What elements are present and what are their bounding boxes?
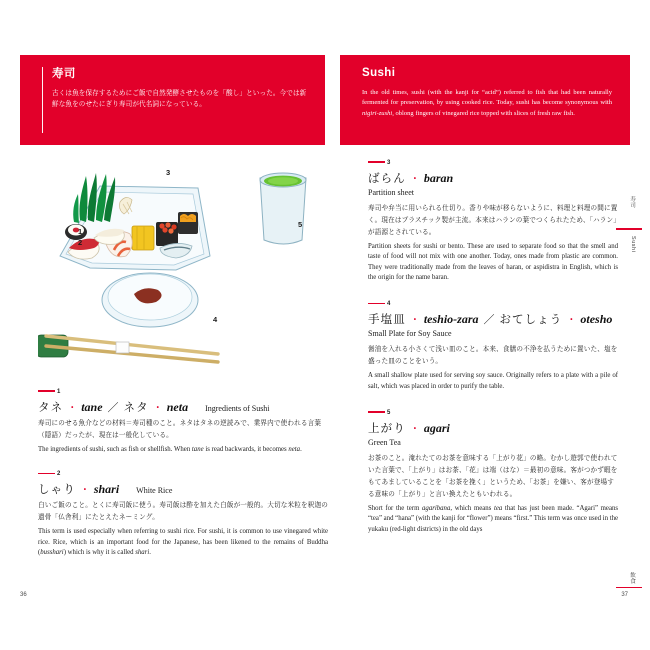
edge-tab-rule-bottom bbox=[616, 587, 642, 589]
entry-2-body-en-pre: This term is used especially when referring to sushi rice. For sushi, it is common to use vinegared white rice. Rice, which is an important food for the Japanese, has been likened to the remains of Buddha ( bbox=[38, 528, 328, 556]
entry-rule bbox=[368, 411, 385, 413]
separator-dot-icon: ・ bbox=[409, 423, 420, 435]
entry-5-number: 5 bbox=[387, 409, 391, 416]
entry-3 bbox=[368, 160, 618, 283]
entry-4-headline bbox=[368, 311, 618, 327]
edge-tab-english: Sushi bbox=[630, 236, 636, 253]
entry-3-number-marker bbox=[368, 160, 618, 166]
entry-5-body-en-i2: tea bbox=[493, 504, 503, 512]
entry-4 bbox=[368, 301, 618, 392]
entry-rule bbox=[368, 161, 385, 163]
entry-1-number-marker bbox=[38, 389, 328, 395]
entry-1-body-en-i2: neta bbox=[288, 446, 301, 453]
separator-dot-icon: ・ bbox=[409, 174, 420, 185]
entry-1-body-en-i1: tane bbox=[191, 446, 204, 453]
entry-4-body-jp: 醤油を入れる小さくて浅い皿のこと。本来、食膳の不浄を払うために置いた、塩を盛った皿のことをいう。 bbox=[368, 345, 618, 366]
separator-dot-icon: ・ bbox=[67, 403, 78, 414]
entry-2 bbox=[38, 471, 328, 558]
entry-5-number-marker bbox=[368, 410, 618, 416]
callout-3: 3 bbox=[166, 168, 171, 177]
banner-body-japanese: 古くは魚を保存するためにご飯で自然発酵させたものを「酸し」といった。今では新鮮な魚をのせたにぎり寿司が代名詞になっている。 bbox=[52, 88, 307, 109]
entry-1-headline bbox=[38, 399, 328, 415]
uni-gunkan-icon bbox=[178, 212, 198, 234]
banner-english bbox=[340, 55, 630, 145]
separator-dot-icon: ・ bbox=[152, 403, 163, 414]
entry-5-term-jp-1: 上がり bbox=[368, 420, 406, 435]
entry-1-term-jp-1: タネ bbox=[38, 400, 64, 414]
folio-right: 37 bbox=[621, 592, 628, 598]
sushi-plate-illustration bbox=[38, 160, 328, 375]
entry-1-body-en-post: . bbox=[300, 446, 302, 453]
edge-tab-rule-top bbox=[616, 228, 642, 230]
edge-tab-bottom: 飲食 bbox=[629, 571, 635, 584]
separator-dot-icon: ・ bbox=[79, 485, 90, 497]
entry-3-gloss: Partition sheet bbox=[368, 188, 414, 197]
banner-japanese bbox=[20, 55, 325, 145]
entry-1-body-en-mid: is read backwards, it becomes bbox=[203, 446, 289, 453]
entry-5-body-en bbox=[368, 504, 618, 535]
green-tea-cup-icon bbox=[260, 173, 306, 244]
entry-2-body-en-mid: ) which is why it is called bbox=[63, 548, 136, 556]
banner-body-english-pre: In the old times, sushi (with the kanji for “acid”) referred to fish that had been naturally fermented for preservation, by using cooked rice. Today, sushi has become synonymous with bbox=[362, 88, 612, 107]
entry-3-body-en: Partition sheets for sushi or bento. These are used to separate food so that the smell and taste of food will not mix with one another. Today, ones made from plastic are common. They were traditionally made from the leaves of haran, or aspidistra in English, which is the origin for the name baran. bbox=[368, 243, 618, 281]
entry-5-body-en-i1: agaribana bbox=[422, 504, 451, 512]
entry-5-body-en-pre: Short for the term bbox=[368, 504, 423, 512]
separator-slash-icon: ／ bbox=[107, 402, 119, 414]
entry-4-number-marker bbox=[368, 301, 618, 307]
entry-5-body-en-mid: , which means bbox=[450, 504, 494, 512]
entry-3-body-jp: 寿司や弁当に用いられる仕切り。香りや味が移らないように、料理と料理の間に置く。現在はプラスチック製が主流。本来はハランの葉でつくられたため、「ハラン」が語源とされている。 bbox=[368, 204, 618, 236]
maki-roll-icon bbox=[65, 224, 87, 240]
entry-1-body-en-pre: The ingredients of sushi, such as fish or shellfish. When bbox=[38, 446, 192, 453]
separator-dot-icon: ・ bbox=[566, 315, 577, 327]
entry-4-body-en: A small shallow plate used for serving soy sauce. Originally refers to a plate with a pile of salt, which was placed in order to purify the table. bbox=[368, 372, 618, 390]
entry-2-body-jp: 白いご飯のこと。とくに寿司飯に使う。寿司飯は酢を加えた白飯が一般的。大切な米粒を釈迦の遺骨「仏舎利」にたとえたネーミング。 bbox=[38, 501, 328, 522]
entry-5-body-jp: お茶のこと。淹れたてのお茶を意味する「上がり花」の略。むかし遊郭で使われていた言葉で、「上がり」はお茶、「花」は端（はな）＝最初の意味。客がつかず暇をもてあましていることを「お茶を挽く」というため、「お茶」を嫌い、客が登場する意味の「上がり」と言い換えたともいわれる。 bbox=[368, 453, 618, 498]
entry-4-term-jp-1: 手塩皿 bbox=[368, 312, 406, 327]
callout-2: 2 bbox=[78, 238, 83, 247]
callout-1: 1 bbox=[78, 227, 83, 236]
entry-5-headline bbox=[368, 420, 618, 436]
entry-4-number: 4 bbox=[387, 301, 391, 308]
illustration-svg bbox=[38, 160, 328, 375]
entry-2-number: 2 bbox=[57, 471, 61, 478]
tamago-nigiri-icon bbox=[132, 226, 154, 250]
entry-2-body-en-post: . bbox=[149, 548, 151, 556]
entry-2-body-en bbox=[38, 527, 328, 558]
entry-1 bbox=[38, 389, 328, 455]
entry-5-body-en-post: that has just been made. “Agari” means “tea” and “hana” (with the kanji for “flower”) means “first.” This term was once used in the yukaku (red-light districts) in the old days bbox=[368, 504, 619, 533]
entry-1-term-jp-2: ネタ bbox=[123, 400, 149, 414]
entry-2-gloss: White Rice bbox=[136, 486, 173, 496]
entry-2-term-rom-1: shari bbox=[93, 482, 120, 497]
edge-tab-japanese: 寿司 bbox=[629, 196, 635, 209]
banner-body-english-italic: nigiri-zushi bbox=[362, 109, 393, 117]
entry-2-headline bbox=[38, 481, 328, 497]
callout-4: 4 bbox=[213, 315, 218, 324]
banner-body-english-post: , oblong fingers of vinegared rice topped with slices of fresh raw fish. bbox=[392, 109, 575, 117]
left-column bbox=[38, 160, 328, 571]
ikura-gunkan-icon bbox=[156, 222, 178, 246]
entry-3-term-jp-1: ばらん bbox=[368, 171, 406, 185]
teshio-zara-dish-icon bbox=[102, 273, 198, 327]
folio-left: 36 bbox=[20, 592, 27, 598]
entry-5-gloss: Green Tea bbox=[368, 437, 401, 447]
banner-body-english bbox=[362, 88, 612, 120]
entry-3-number: 3 bbox=[387, 160, 391, 166]
entry-2-body-en-i2: shari bbox=[135, 548, 150, 556]
banner-title-english: Sushi bbox=[362, 67, 396, 79]
entry-1-term-rom-2: neta bbox=[166, 400, 189, 414]
entry-rule bbox=[38, 473, 55, 475]
entry-4-term-rom-2: otesho bbox=[580, 312, 613, 327]
entry-4-term-rom-1: teshio-zara bbox=[423, 312, 479, 327]
entry-2-body-en-i1: busshari bbox=[40, 548, 64, 556]
entry-1-body-en bbox=[38, 445, 328, 455]
entry-4-term-jp-2: おてしょう bbox=[499, 312, 563, 327]
chopsticks-icon bbox=[38, 335, 218, 362]
baran-leaves-icon bbox=[73, 173, 115, 223]
entry-1-term-rom-1: tane bbox=[81, 400, 103, 414]
entry-rule bbox=[368, 303, 385, 305]
separator-dot-icon: ・ bbox=[409, 315, 420, 327]
entry-rule bbox=[38, 390, 55, 392]
right-column bbox=[368, 160, 618, 548]
entry-3-term-rom-1: baran bbox=[423, 171, 454, 185]
entry-2-number-marker bbox=[38, 471, 328, 477]
entry-2-term-jp-1: しゃり bbox=[38, 482, 76, 497]
entry-3-headline bbox=[368, 170, 618, 186]
banner-vertical-rule bbox=[42, 67, 43, 133]
entry-1-number: 1 bbox=[57, 389, 61, 395]
entry-5 bbox=[368, 410, 618, 535]
separator-slash-icon: ／ bbox=[483, 314, 495, 327]
banner-title-japanese: 寿司 bbox=[52, 66, 76, 80]
entry-1-gloss: Ingredients of Sushi bbox=[205, 404, 270, 413]
entry-5-term-rom-1: agari bbox=[423, 420, 450, 435]
callout-5: 5 bbox=[298, 220, 303, 229]
entry-1-body-jp: 寿司にのせる魚介などの材料＝寿司種のこと。ネタはタネの逆読みで、業界内で使われる言葉（隠語）だったが、現在は一般化している。 bbox=[38, 419, 322, 439]
entry-4-gloss: Small Plate for Soy Sauce bbox=[368, 329, 452, 339]
